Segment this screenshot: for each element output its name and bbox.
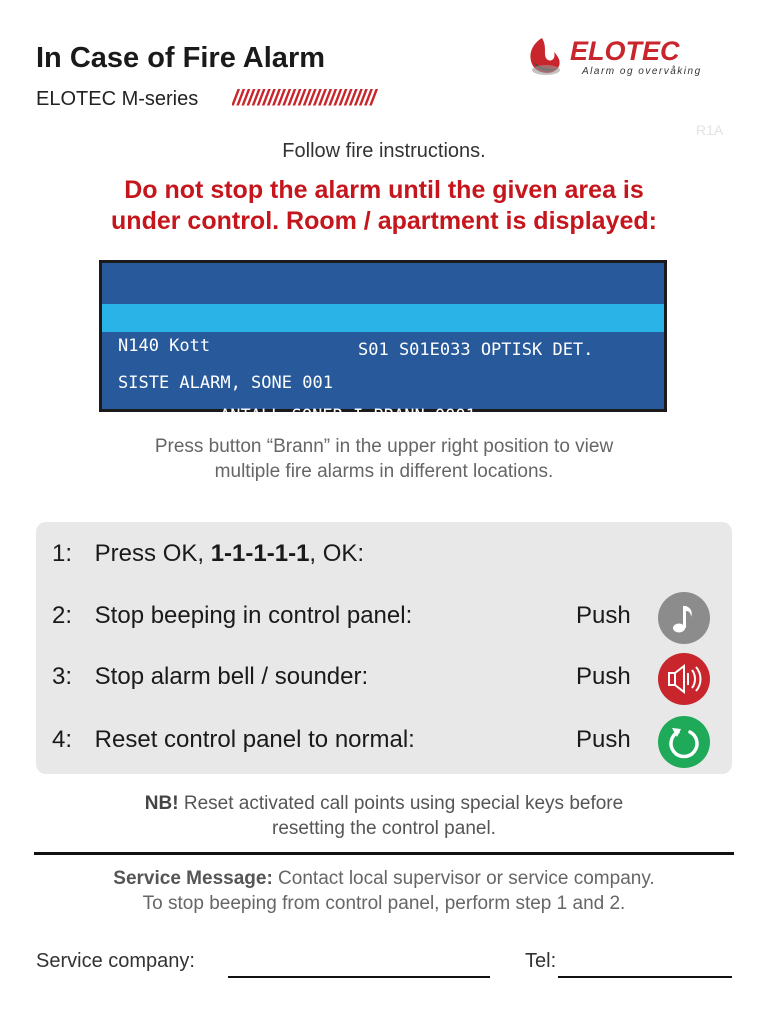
lcd-line-3 [102,335,664,393]
warning-line-2: under control. Room / apartment is displayed: [111,207,657,235]
lcd-detector-info: S01 S01E033 OPTISK DET. [358,340,594,360]
step-2 [52,602,412,630]
push-label: Push [576,602,631,629]
lcd-last-alarm: SISTE ALARM, SONE 001 [118,373,333,393]
step-text: Reset control panel to normal: [94,726,415,753]
warning-text [30,175,738,237]
lcd-zone-count: ANTALL SONER I BRANN 0001 [220,406,476,426]
step-text: Stop beeping in control panel: [94,602,413,629]
service-company-field[interactable] [228,976,490,978]
elotec-logo [524,32,734,80]
service-line-2: To stop beeping from control panel, perform step 1 and 2. [142,893,626,914]
push-label: Push [576,726,631,753]
intro-text: Follow fire instructions. [282,140,486,162]
step-1 [52,540,364,568]
tel-label: Tel: [525,950,557,972]
reset-icon [658,716,710,768]
lcd-display [99,260,667,426]
service-label: Service Message: [113,868,273,889]
logo-flame-icon [530,38,560,75]
tel-field[interactable] [558,976,732,978]
steps-panel [36,522,732,774]
page-title: In Case of Fire Alarm [36,42,326,74]
service-line-1: Service Message: Contact local supervisor or service company. [113,868,655,889]
logo-tagline: Alarm og overvåking [582,66,702,77]
step-number: 1: [52,540,73,567]
stop-beeping-button[interactable] [658,592,710,644]
service-message [30,866,738,916]
silence-sounder-button[interactable] [658,653,710,705]
lcd-line-4 [102,368,664,426]
nb-label: NB! [144,793,179,814]
nb-note [60,791,708,841]
service-company-label: Service company: [36,950,195,972]
revision-label: R1A [696,122,724,138]
brann-note-line-2: multiple fire alarms in different locations. [214,461,554,482]
reset-button[interactable] [658,716,710,768]
step-text: Stop alarm bell / sounder: [94,663,369,690]
step-text: Press OK, [94,540,211,567]
brann-note [60,434,708,484]
product-series: ELOTEC M-series [36,88,199,110]
nb-line-1: NB! Reset activated call points using special keys before [144,793,624,814]
step-number: 3: [52,663,73,690]
decorative-slashes: //////////////////////////// [232,85,376,110]
step-code: 1-1-1-1-1 [210,540,310,567]
step-text-end: , OK: [309,540,365,567]
step-3 [52,663,368,691]
note-icon [658,592,710,644]
logo-wordmark: ELOTEC [570,36,680,66]
step-number: 2: [52,602,73,629]
lcd-room: N140 Kott [118,336,211,356]
speaker-icon [658,653,710,705]
step-4 [52,726,415,754]
nb-line-2: resetting the control panel. [272,818,496,839]
warning-line-1: Do not stop the alarm until the given area is [124,176,644,204]
divider [34,852,734,855]
push-label: Push [576,663,631,690]
step-number: 4: [52,726,73,753]
brann-note-line-1: Press button “Brann” in the upper right position to view [154,436,614,457]
